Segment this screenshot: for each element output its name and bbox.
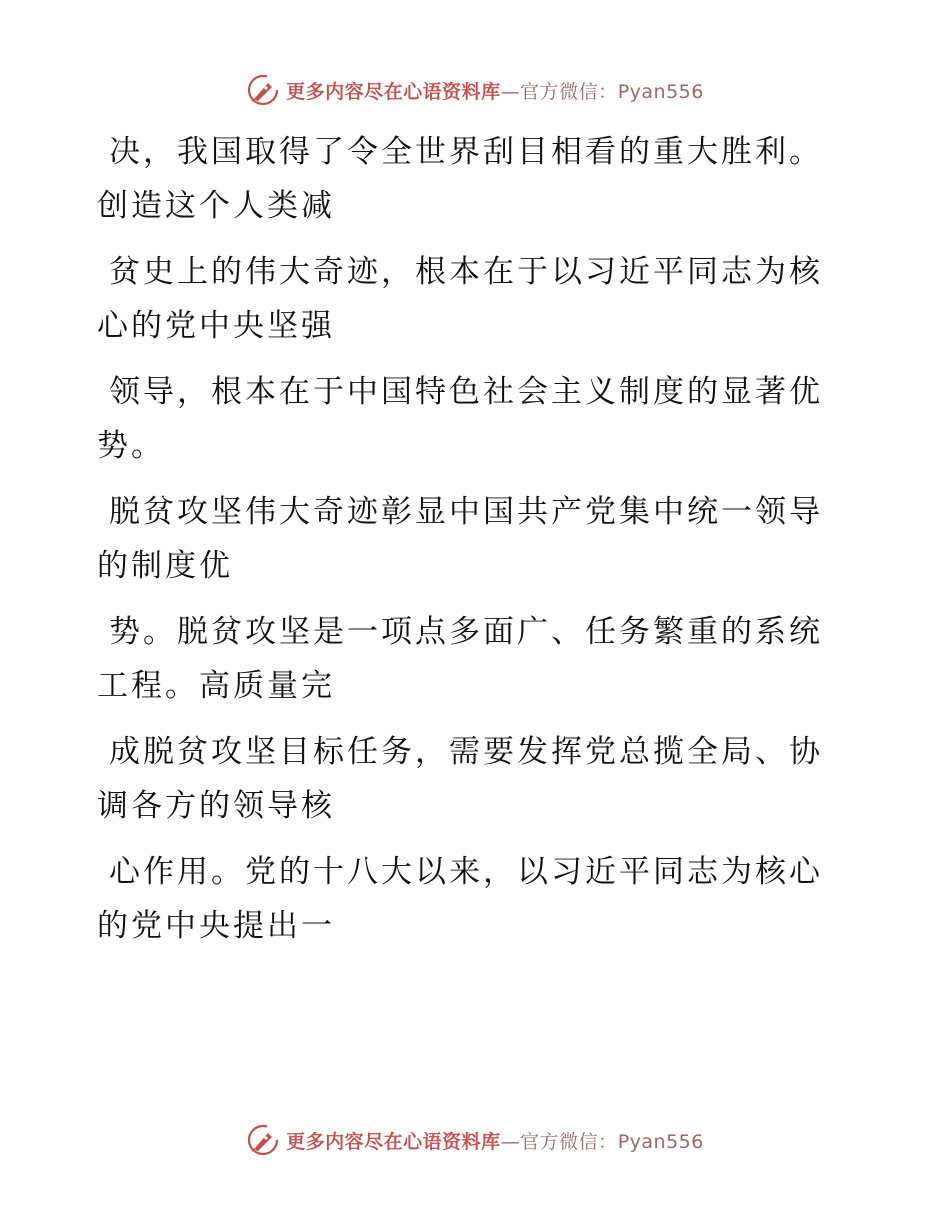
paragraph-line: 领导，根本在于中国特色社会主义制度的显著优 [109, 374, 823, 410]
paragraph [97, 485, 837, 593]
paragraph-line: 的党中央提出一 [97, 908, 335, 944]
paragraph-line: 成脱贫攻坚目标任务，需要发挥党总揽全局、协 [109, 734, 823, 770]
footer-banner-text [286, 1127, 704, 1154]
paragraph-line: 心作用。党的十八大以来，以习近平同志为核心 [109, 854, 823, 890]
footer-banner-dash: — [500, 1130, 521, 1153]
footer-banner-wechat-label: 官方微信： [520, 1130, 618, 1153]
paragraph-line: 势。 [97, 428, 165, 464]
paragraph-line: 势。脱贫攻坚是一项点多面广、任务繁重的系统 [109, 614, 823, 650]
paragraph [97, 245, 837, 353]
pen-nib-logo-icon [246, 1123, 280, 1157]
footer-banner [0, 1120, 950, 1160]
paragraph-line: 脱贫攻坚伟大奇迹彰显中国共产党集中统一领导 [109, 494, 823, 530]
footer-banner-handle: Pyan556 [617, 1130, 704, 1153]
pen-nib-logo-icon [246, 73, 280, 107]
header-banner-title: 更多内容尽在心语资料库 [286, 80, 501, 103]
paragraph-line: 的制度优 [97, 548, 233, 584]
header-banner-wechat-label: 官方微信： [520, 80, 618, 103]
header-banner [0, 70, 950, 110]
paragraph [97, 125, 837, 233]
paragraph [97, 365, 837, 473]
header-banner-text [286, 77, 704, 104]
paragraph [97, 605, 837, 713]
paragraph-line: 心的党中央坚强 [97, 308, 335, 344]
paragraph [97, 725, 837, 833]
paragraph-line: 创造这个人类减 [97, 188, 335, 224]
paragraph-line: 调各方的领导核 [97, 788, 335, 824]
paragraph [97, 845, 837, 953]
header-banner-handle: Pyan556 [617, 80, 704, 103]
header-banner-content [246, 73, 704, 107]
paragraph-line: 工程。高质量完 [97, 668, 335, 704]
document-body [97, 125, 837, 965]
footer-banner-title: 更多内容尽在心语资料库 [286, 1130, 501, 1153]
footer-banner-content [246, 1123, 704, 1157]
paragraph-line: 贫史上的伟大奇迹，根本在于以习近平同志为核 [109, 254, 823, 290]
header-banner-dash: — [500, 80, 521, 103]
paragraph-line: 决，我国取得了令全世界刮目相看的重大胜利。 [109, 134, 823, 170]
